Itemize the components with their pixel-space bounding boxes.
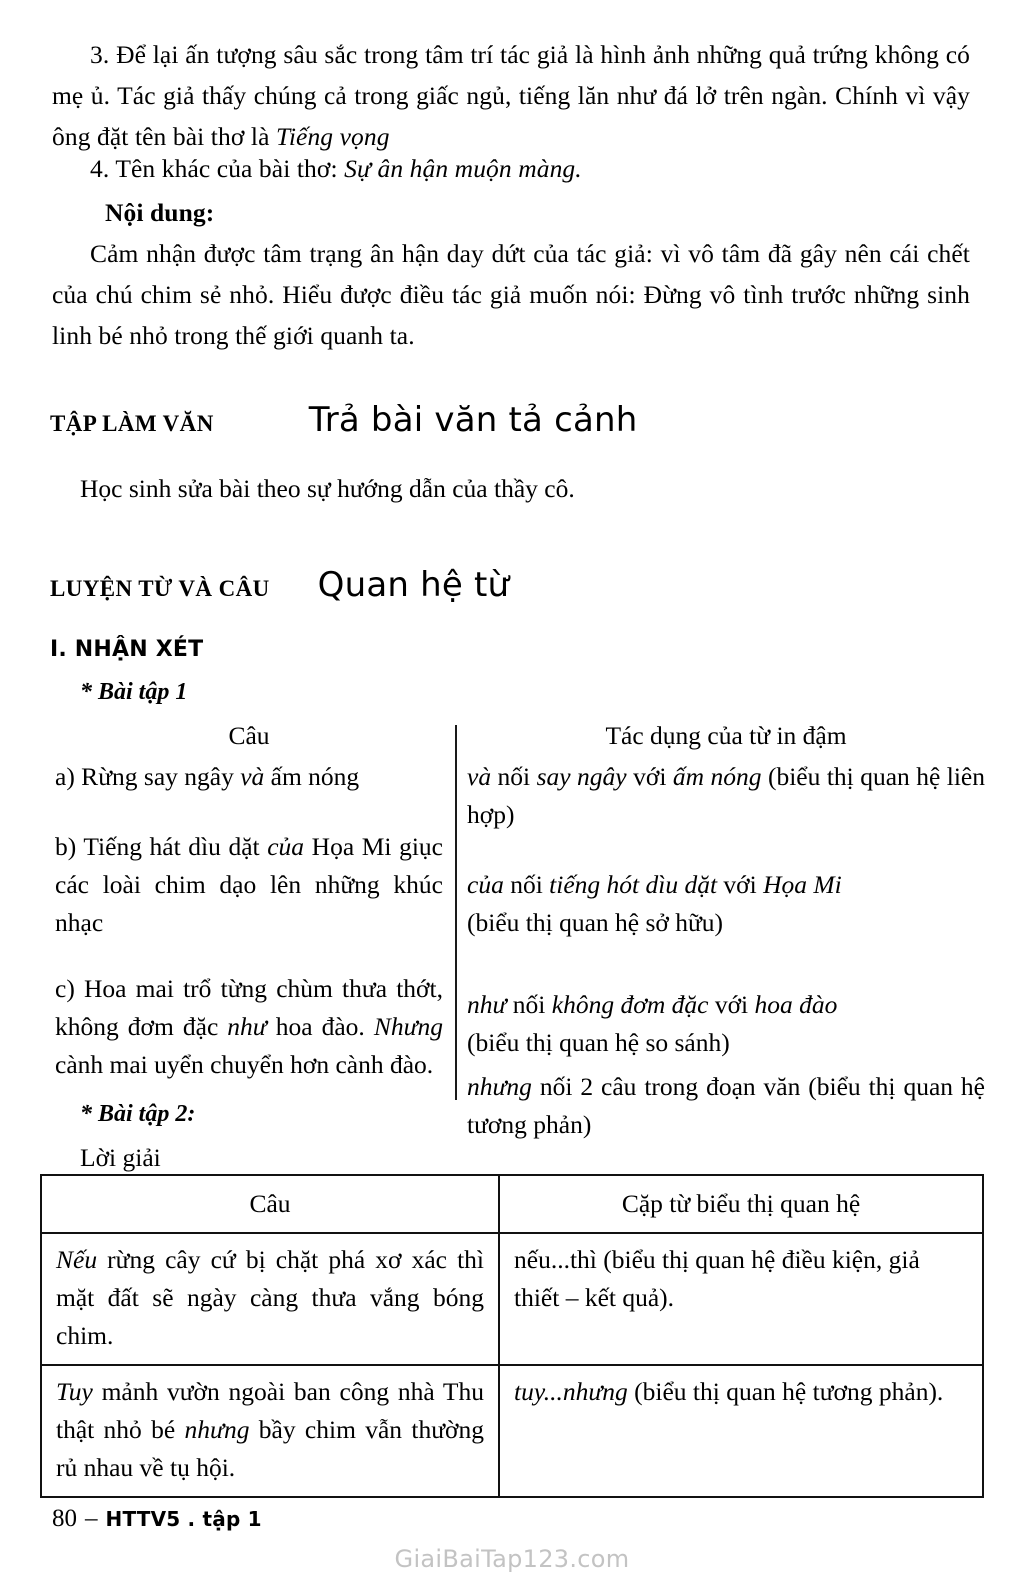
section-tag-tap-lam-van: TẬP LÀM VĂN — [50, 411, 214, 436]
exercise-heading-bai-tap-1: * Bài tập 1 — [80, 679, 188, 705]
answer-item-3 — [52, 34, 970, 157]
section-title-quan-he-tu: Quan hệ từ — [317, 565, 510, 605]
section-header-tap-lam-van — [50, 400, 950, 440]
book-label: HTTV5 . tập 1 — [105, 1507, 262, 1531]
table-cell-cap-tu: nếu...thì (biểu thị quan hệ điều kiện, giả thiết – kết quả). — [514, 1245, 920, 1312]
table-header-row — [42, 1176, 982, 1232]
noi-dung-label: Nội dung: — [105, 198, 215, 227]
poem-title-tieng-vong: Tiếng vọng — [275, 122, 390, 151]
table-column-divider — [455, 725, 457, 1100]
part-heading-nhan-xet: I. NHẬN XÉT — [50, 637, 204, 662]
page-number: 80 — [52, 1505, 77, 1532]
table-row: b) Tiếng hát dìu dặt của Họa Mi giục các loài chim dạo lên những khúc nhạc — [55, 832, 443, 937]
column-header-cau: Câu — [42, 1176, 500, 1232]
answer-item-4-text: 4. Tên khác của bài thơ: — [90, 154, 345, 183]
table-row: như nối không đơm đặc với hoa đào (biểu thị quan hệ so sánh) — [467, 990, 838, 1057]
footer-separator: – — [85, 1505, 98, 1532]
table-row: của nối tiếng hót dìu dặt với Họa Mi (biểu thị quan hệ sở hữu) — [467, 870, 842, 937]
noi-dung-body — [52, 233, 970, 356]
table-row: c) Hoa mai trổ từng chùm thưa thớt, không đơm đặc như hoa đào. Nhưng cành mai uyển chuyển hơn cành đào. — [55, 974, 443, 1079]
table-cell-cau: Tuy mảnh vườn ngoài ban công nhà Thu thật nhỏ bé nhưng bầy chim vẫn thường rủ nhau về tụ hội. — [42, 1366, 500, 1496]
exercise-heading-bai-tap-2: * Bài tập 2: — [80, 1101, 196, 1127]
answer-item-3-text: 3. Để lại ấn tượng sâu sắc trong tâm trí tác giả là hình ảnh những quả trứng không có mẹ ủ. Tác giả thấy chúng cả trong giấc ngủ, tiếng lăn như đá lở trên ngàn. Chính vì vậy ông đặt tên bài thơ là — [52, 40, 970, 151]
table-row: a) Rừng say ngây và ấm nóng — [55, 762, 360, 791]
column-header-cap-tu: Cặp từ biểu thị quan hệ — [621, 1189, 861, 1218]
section-tag-luyen-tu-va-cau: LUYỆN TỪ VÀ CÂU — [50, 576, 270, 601]
site-watermark: GiaiBaiTap123.com — [394, 1545, 630, 1573]
table-row — [42, 1232, 982, 1364]
section-title-tra-bai-van-ta-canh: Trả bài văn tả cảnh — [308, 400, 638, 440]
answer-item-4 — [52, 148, 970, 189]
table-row — [42, 1364, 982, 1496]
exercise2-table — [40, 1174, 984, 1498]
alternate-poem-title: Sự ân hận muộn màng. — [344, 154, 582, 183]
noi-dung-body-text: Cảm nhận được tâm trạng ân hận day dứt của tác giả: vì vô tâm đã gây nên cái chết của chú chim sẻ nhỏ. Hiểu được điều tác giả muốn nói: Đừng vô tình trước những sinh linh bé nhỏ trong thế giới quanh ta. — [52, 239, 970, 350]
table-cell-cap-tu: tuy...nhưng (biểu thị quan hệ tương phản). — [514, 1377, 944, 1406]
table-row: nhưng nối 2 câu trong đoạn văn (biểu thị quan hệ tương phản) — [467, 1072, 985, 1139]
exercise1-column-cau — [55, 718, 443, 1084]
exercise2-subheading-loi-giai: Lời giải — [80, 1143, 161, 1172]
exercise1-column-tac-dung — [467, 718, 985, 1144]
column-header-cau: Câu — [228, 721, 270, 750]
table-cell-cau: Nếu rừng cây cứ bị chặt phá xơ xác thì mặt đất sẽ ngày càng thưa vắng bóng chim. — [42, 1234, 500, 1364]
column-header-tac-dung: Tác dụng của từ in đậm — [605, 721, 847, 750]
page-footer — [52, 1505, 262, 1533]
tap-lam-van-body: Học sinh sửa bài theo sự hướng dẫn của thầy cô. — [80, 474, 575, 503]
table-row: và nối say ngây với ấm nóng (biểu thị quan hệ liên hợp) — [467, 762, 986, 829]
section-header-luyen-tu-va-cau — [50, 565, 950, 605]
